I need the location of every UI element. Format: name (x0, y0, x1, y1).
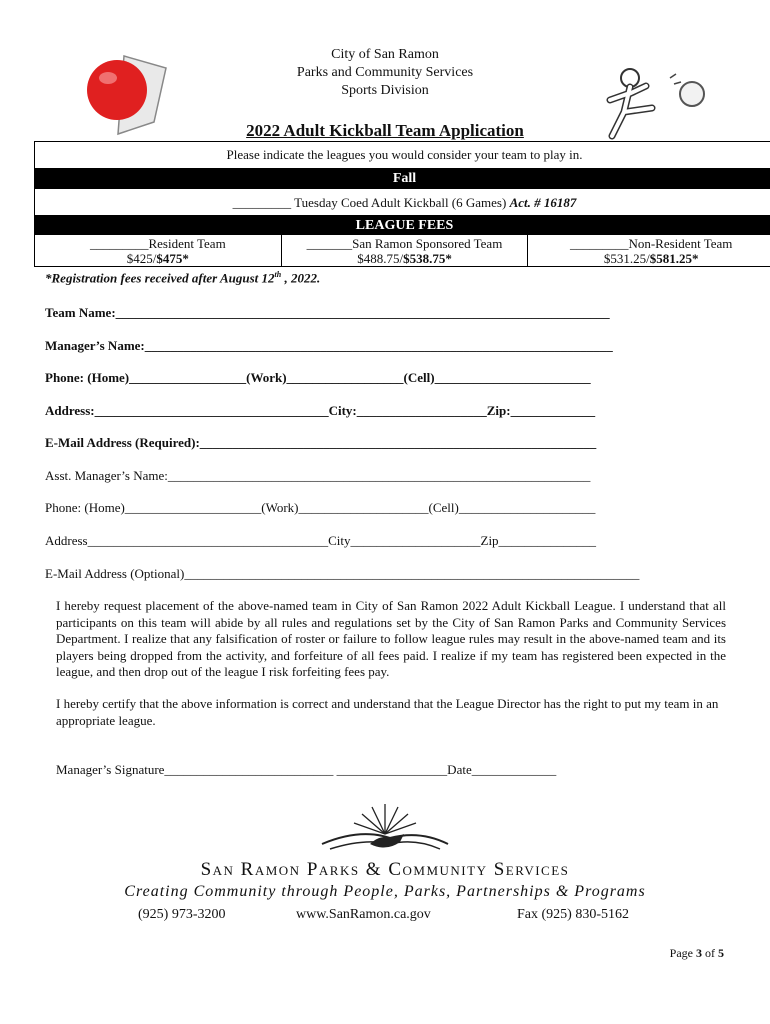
league-act-number: Act. # 16187 (509, 195, 577, 210)
fees-header: LEAGUE FEES (34, 216, 770, 234)
manager-address-field[interactable]: Address:____________________________________City:____________________Zip:_____________ (45, 403, 596, 418)
fee-non-resident[interactable]: _________Non-Resident Team $531.25/$581.25* (527, 235, 770, 266)
instructions-row (34, 141, 770, 169)
footer-fax: Fax (925) 830-5162 (517, 907, 629, 922)
manager-phone-field[interactable]: Phone: (Home)__________________(Work)__________________(Cell)________________________ (45, 370, 591, 385)
signature-line[interactable]: Manager’s Signature__________________________ _________________Date_____________ (56, 762, 557, 777)
league-checkbox-line[interactable]: _________ (232, 195, 292, 210)
late-fee-note: *Registration fees received after August 12th , 2022. (45, 270, 321, 286)
fee-resident[interactable]: _________Resident Team $425/$475* (89, 236, 226, 266)
league-row (34, 188, 770, 216)
season-bar: Fall (34, 169, 770, 188)
footer-org-name: San Ramon Parks & Community Services (200, 859, 570, 880)
footer-tagline: Creating Community through People, Parks, Partnerships & Programs (124, 883, 646, 900)
manager-name-field[interactable]: Manager’s Name:________________________________________________________________________ (45, 338, 613, 353)
fees-table (34, 234, 770, 267)
league-name: Tuesday Coed Adult Kickball (6 Games) (291, 195, 510, 210)
manager-email-field[interactable]: E-Mail Address (Required):_____________________________________________________________ (45, 435, 597, 450)
fee-sponsored[interactable]: _______San Ramon Sponsored Team $488.75/$538.75* (281, 235, 528, 266)
city-name: City of San Ramon (331, 47, 439, 62)
san-ramon-logo-icon (320, 800, 450, 860)
instructions-text: Please indicate the leagues you would consider your team to play in. (226, 147, 583, 162)
team-name-field[interactable]: Team Name:____________________________________________________________________________ (45, 305, 610, 320)
asst-manager-email-field[interactable]: E-Mail Address (Optional)______________________________________________________________________ (45, 566, 640, 581)
footer-website[interactable]: www.SanRamon.ca.gov (296, 907, 431, 922)
asst-manager-address-field[interactable]: Address_____________________________________City____________________Zip_______________ (45, 533, 597, 548)
page-title: 2022 Adult Kickball Team Application (246, 121, 524, 140)
department-name: Parks and Community Services (296, 65, 474, 80)
division-name: Sports Division (341, 83, 429, 98)
certification-paragraph: I hereby certify that the above information is correct and understand that the League Director has the right to put my team in an appropriate league. (56, 696, 719, 728)
agreement-paragraph: I hereby request placement of the above-named team in City of San Ramon 2022 Adult Kickball League. I understand that all participants on this team will abide by all rules and regulations set by the City of San Ramon Parks and Community Services Department. I realize that any falsification of roster or failure to follow league rules may result in the above-named team and its players being dropped from the activity, and forfeiture of all fees paid. I realize if my team has registered been expected in the league, and then drop out of the league I risk forfeiting fees pay. (56, 598, 726, 679)
page-number: Page 3 of 5 (669, 946, 724, 960)
footer-phone: (925) 973-3200 (138, 907, 226, 922)
asst-manager-name-field[interactable]: Asst. Manager’s Name:_________________________________________________________________ (45, 468, 591, 483)
asst-manager-phone-field[interactable]: Phone: (Home)_____________________(Work)____________________(Cell)_____________________ (45, 500, 596, 515)
